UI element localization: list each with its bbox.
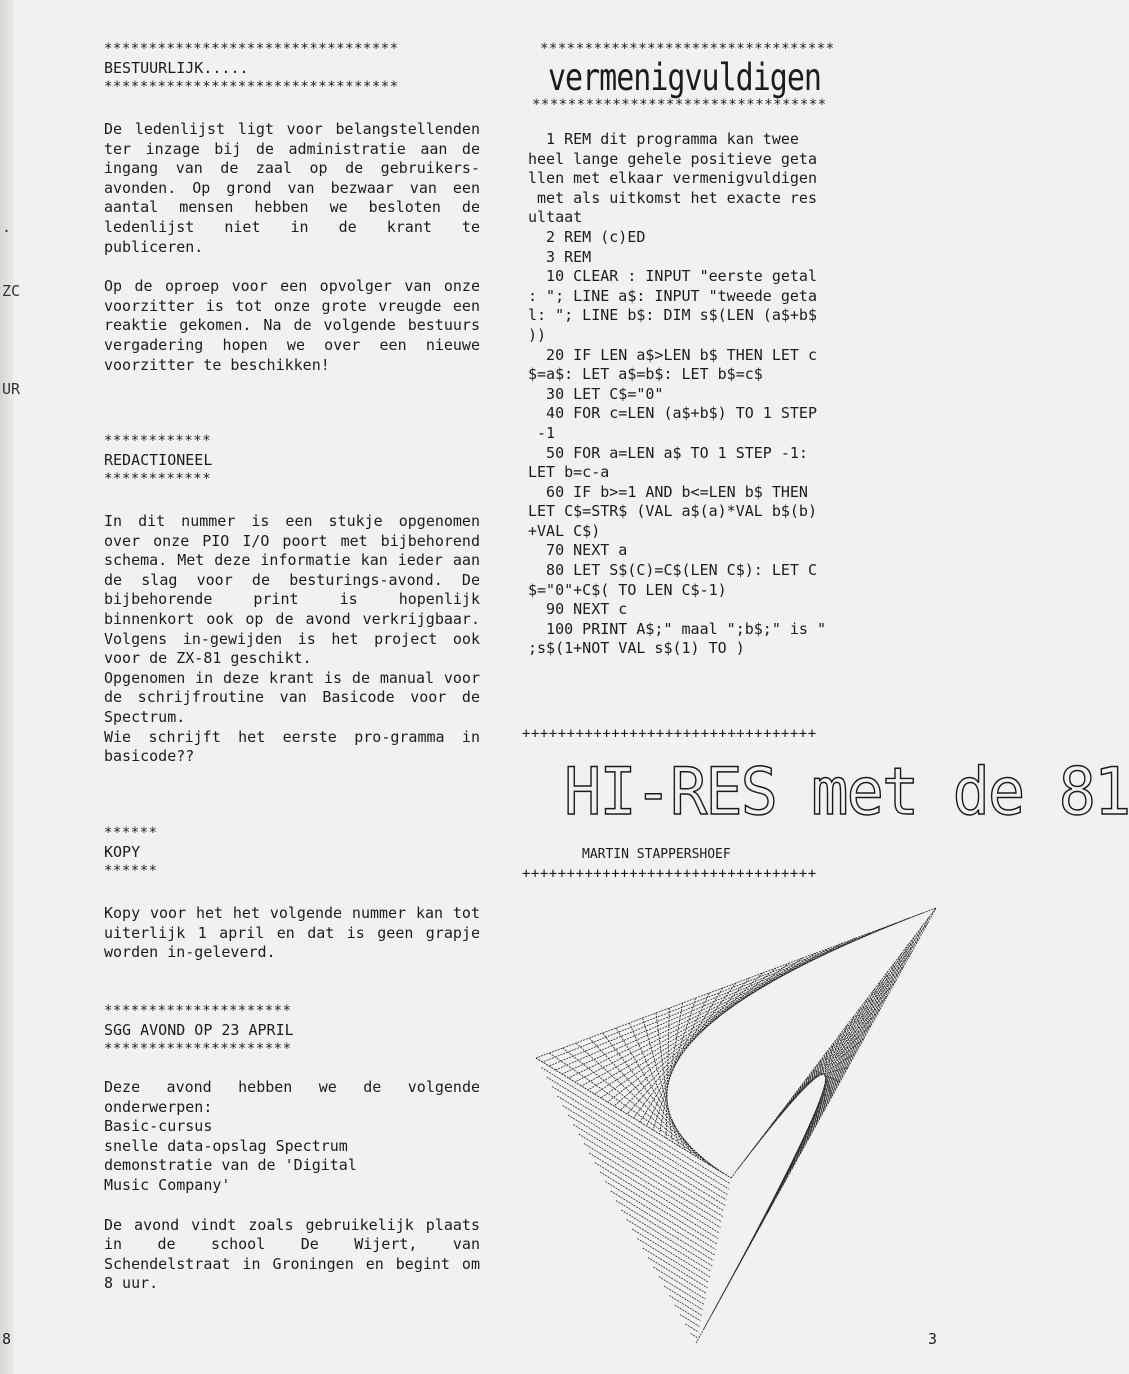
star-divider: ****** (104, 863, 158, 879)
program-line: 100 PRINT A$;" maal ";b$;" is " (528, 619, 827, 638)
section-bestuurlijk (104, 40, 480, 375)
program-line: llen met elkaar vermenigvuldigen (528, 169, 817, 188)
pattern-line (680, 1315, 700, 1327)
paragraph: De avond vindt zoals gebruikelijk plaats in de school De Wijert, van Schendelstraat in Groningen en begint om 8 uur. (104, 1215, 480, 1293)
topic-line: demonstratie van de 'Digital (104, 1156, 357, 1175)
program-line: : "; LINE a$: INPUT "tweede geta (528, 286, 817, 305)
program-line: met als uitkomst het exacte res (528, 188, 817, 207)
program-line: +VAL C$) (528, 521, 601, 540)
topic-line: Basic-cursus (104, 1117, 213, 1136)
pattern-line (653, 998, 696, 1130)
paragraph: Wie schrijft het eerste pro-gramma in basicode?? (104, 727, 480, 766)
margin-fragment: ZC (2, 282, 21, 300)
pattern-line (629, 1023, 685, 1150)
page-number-right: 3 (928, 1330, 938, 1348)
star-divider: ********************************* (540, 41, 835, 57)
pattern-line (666, 1008, 669, 1138)
program-line: 3 REM (528, 247, 592, 266)
pattern-line (568, 1115, 724, 1211)
basic-program-listing (528, 130, 912, 659)
page-fold-shadow (0, 0, 14, 1374)
pattern-line (808, 1034, 840, 1140)
star-divider: ********************************* (104, 41, 399, 57)
section-sgg-avond (104, 1002, 480, 1294)
plus-divider: +++++++++++++++++++++++++++++++++ (522, 866, 817, 882)
pattern-line (632, 1229, 710, 1277)
pattern-line (595, 953, 817, 1094)
pattern-line (621, 1210, 712, 1266)
program-line: 60 IF b>=1 AND b<=LEN b$ THEN (528, 482, 808, 501)
section-kopy (104, 824, 480, 963)
paragraph: Op de oproep voor een opvolger van onze voorzitter is tot onze grote vreugde een reaktie gekomen. Na de volgende bestuurs vergadering hopen we over een nieuwe voorzitter te beschikken! (104, 277, 480, 374)
pattern-line (643, 1018, 679, 1146)
star-divider: ********************* (104, 1041, 292, 1057)
pattern-line (768, 989, 875, 1213)
star-divider: ********************************* (532, 97, 827, 113)
pattern-line (595, 1163, 719, 1239)
margin-fragment: UR (2, 380, 21, 398)
paragraph: In dit nummer is een stukje opgenomen over onze PIO I/O poort met bijbehorend schema. Met deze informatie kan ieder aan de slag voor de besturings-avond. De bijbehorende print is hopenlijk binnenkort ook op de avond verkrijgbaar. Volgens in-gewijden is het project ook voor de ZX-81 geschikt. (104, 512, 480, 668)
pattern-line (664, 1286, 703, 1310)
pattern-line (675, 1305, 701, 1321)
program-line: 80 LET S$(C)=C$(LEN C$): LET C (528, 561, 817, 580)
program-line: $="0"+C$( TO LEN C$-1) (528, 580, 727, 599)
program-line: 20 IF LEN a$>LEN b$ THEN LET c (528, 345, 817, 364)
program-line: 10 CLEAR : INPUT "eerste getal (528, 267, 817, 286)
pattern-line (643, 1248, 708, 1288)
pattern-line (616, 1201, 714, 1261)
pattern-line (640, 988, 723, 1122)
section-heading: REDACTIONEEL (104, 451, 213, 469)
pattern-line (611, 1191, 715, 1255)
program-line: 1 REM dit programma kan twee (528, 130, 799, 148)
program-line: 50 FOR a=LEN a$ TO 1 STEP -1: (528, 443, 808, 462)
pattern-line (576, 1043, 712, 1166)
pattern-line (776, 998, 868, 1198)
paragraph: Kopy voor het het volgende nummer kan tot uiterlijk 1 april en dat is geen grapje worden in-geleverd. (104, 904, 480, 962)
paragraph: Opgenomen in deze krant is de manual voor de schrijfroutine van Basicode voor de Spectrum. (104, 668, 480, 726)
topic-line: Music Company' (104, 1175, 231, 1194)
margin-fragment: . (2, 218, 12, 236)
page-number-left: 8 (2, 1330, 12, 1348)
section-redactioneel (104, 432, 480, 767)
pattern-line (659, 1277, 705, 1305)
pattern-line (541, 1068, 730, 1184)
star-divider: ************ (104, 433, 212, 449)
program-line: )) (528, 325, 547, 344)
star-divider: ****** (104, 825, 158, 841)
pattern-line (547, 1077, 729, 1189)
pattern-line (634, 983, 737, 1118)
section-heading: SGG AVOND OP 23 APRIL (104, 1021, 294, 1039)
program-line: $=a$: LET a$=b$: LET b$=c$ (528, 365, 763, 384)
program-line: ultaat (528, 208, 583, 227)
pattern-line (589, 1038, 705, 1162)
star-divider: ************ (104, 471, 212, 487)
program-line: 70 NEXT a (528, 541, 628, 560)
pattern-line (563, 1106, 726, 1206)
pattern-line (573, 1125, 723, 1217)
hires-title: HI-RES met de 81 (564, 753, 1129, 830)
pattern-line (745, 937, 920, 1160)
paragraph: De ledenlijst ligt voor belangstellenden ter inzage bij de administratie aan de ingang van de zaal op de gebruikers-avonden. Op grond van bezwaar van een aantal mensen hebben we besloten de ledenlijst niet in de krant te publiceren. (104, 120, 480, 256)
pattern-line (653, 1267, 705, 1299)
program-line: 30 LET C$="0" (528, 384, 664, 403)
star-divider: ********************************* (104, 79, 399, 95)
article-title: vermenigvuldigen (548, 56, 821, 100)
hires-article-header (522, 725, 1129, 882)
topic-line: snelle data-opslag Spectrum (104, 1136, 348, 1155)
pattern-line (601, 958, 803, 1098)
paragraph: Deze avond hebben we de volgende onderwerpen: (104, 1078, 480, 1116)
author-name: MARTIN STAPPERSHOEF (582, 847, 731, 862)
program-line: heel lange gehele positieve geta (528, 149, 817, 168)
program-line: l: "; LINE b$: DIM s$(LEN (a$+b$ (528, 306, 817, 325)
plus-divider: +++++++++++++++++++++++++++++++++ (522, 726, 817, 742)
pattern-line (557, 1096, 726, 1200)
program-line: LET C$=STR$ (VAL a$(a)*VAL b$(b) (528, 502, 817, 521)
program-line: ;s$(1+NOT VAL s$(1) TO ) (528, 639, 745, 658)
pattern-line (685, 1324, 698, 1332)
program-line: 40 FOR c=LEN (a$+b$) TO 1 STEP (528, 404, 817, 423)
pattern-line (669, 1296, 702, 1316)
pattern-line (536, 1058, 731, 1178)
program-line: 90 NEXT c (528, 600, 628, 619)
pattern-line (691, 1334, 698, 1338)
program-line: -1 (528, 423, 556, 442)
program-line: LET b=c-a (528, 463, 610, 482)
star-divider: ********************* (104, 1003, 292, 1019)
pattern-line (608, 963, 790, 1102)
section-heading: KOPY (104, 843, 141, 861)
pattern-line (605, 1182, 716, 1250)
pattern-line (616, 1028, 692, 1154)
pattern-line (563, 1048, 718, 1170)
hires-line-pattern-image (516, 878, 936, 1358)
pattern-line (552, 1087, 728, 1195)
section-heading: BESTUURLIJK..... (104, 59, 249, 77)
program-line: 2 REM (c)ED (528, 227, 646, 246)
